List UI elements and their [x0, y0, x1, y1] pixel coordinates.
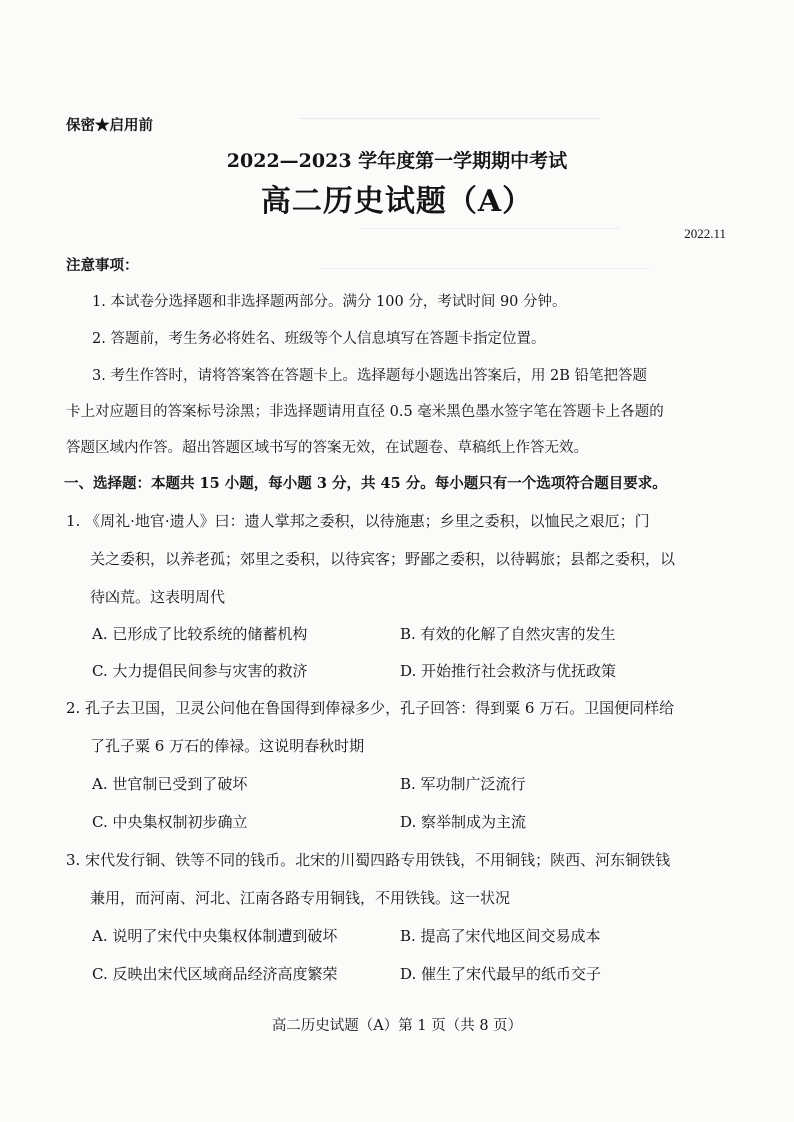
note-item-3-line-2: 卡上对应题目的答案标号涂黑；非选择题请用直径 0.5 毫米黑色墨水签字笔在答题卡上各题的 [66, 404, 664, 420]
question-1-option-c: C. 大力提倡民间参与灾害的救济 [92, 662, 308, 680]
section-heading: 一、选择题：本题共 15 小题，每小题 3 分，共 45 分。每小题只有一个选项符合题目要求。 [64, 475, 667, 492]
notes-heading: 注意事项： [66, 257, 139, 274]
note-item-1: 1. 本试卷分选择题和非选择题两部分。满分 100 分，考试时间 90 分钟。 [92, 294, 567, 310]
question-3-line-1: 3. 宋代发行铜、铁等不同的钱币。北宋的川蜀四路专用铁钱，不用铜钱；陕西、河东铜铁钱 [66, 851, 671, 869]
subject-title: 高二历史试题（A） [260, 184, 534, 219]
question-3-option-b: B. 提高了宋代地区间交易成本 [400, 927, 601, 945]
question-1-option-d: D. 开始推行社会救济与优抚政策 [400, 662, 617, 680]
question-2-line-1: 2. 孔子去卫国，卫灵公问他在鲁国得到俸禄多少，孔子回答：得到粟 6 万石。卫国便同样给 [66, 699, 675, 717]
note-item-3-line-3: 答题区域内作答。超出答题区域书写的答案无效，在试题卷、草稿纸上作答无效。 [66, 440, 588, 456]
question-1-line-2: 关之委积，以养老孤；郊里之委积，以待宾客；野鄙之委积，以待羁旅；县都之委积，以 [90, 550, 676, 568]
note-item-3-line-1: 3. 考生作答时，请将答案答在答题卡上。选择题每小题选出答案后，用 2B 铅笔把答题 [92, 368, 648, 384]
question-1-line-1: 1. 《周礼·地官·遗人》曰：遗人掌邦之委积，以待施惠；乡里之委积，以恤民之艰厄；门 [66, 512, 650, 530]
question-3-option-c: C. 反映出宋代区域商品经济高度繁荣 [92, 965, 338, 983]
question-1-line-3: 待凶荒。这表明周代 [90, 588, 226, 606]
question-2-option-c: C. 中央集权制初步确立 [92, 813, 248, 831]
question-2-option-d: D. 察举制成为主流 [400, 813, 527, 831]
note-item-2: 2. 答题前，考生务必将姓名、班级等个人信息填写在答题卡指定位置。 [92, 331, 546, 347]
question-2-option-a: A. 世官制已受到了破坏 [92, 775, 248, 793]
page-footer: 高二历史试题（A）第 1 页（共 8 页） [271, 1018, 523, 1034]
exam-title: 2022—2023 学年度第一学期期中考试 [226, 150, 568, 172]
confidential-label: 保密★启用前 [66, 117, 153, 134]
exam-date: 2022.11 [684, 226, 726, 241]
question-2-line-2: 了孔子粟 6 万石的俸禄。这说明春秋时期 [90, 737, 365, 755]
question-3-option-d: D. 催生了宋代最早的纸币交子 [400, 965, 602, 983]
question-3-line-2: 兼用，而河南、河北、江南各路专用铜钱，不用铁钱。这一状况 [90, 889, 511, 907]
question-1-option-a: A. 已形成了比较系统的储蓄机构 [92, 625, 308, 643]
question-3-option-a: A. 说明了宋代中央集权体制遭到破坏 [92, 927, 338, 945]
question-1-option-b: B. 有效的化解了自然灾害的发生 [400, 625, 616, 643]
question-2-option-b: B. 军功制广泛流行 [400, 775, 526, 793]
